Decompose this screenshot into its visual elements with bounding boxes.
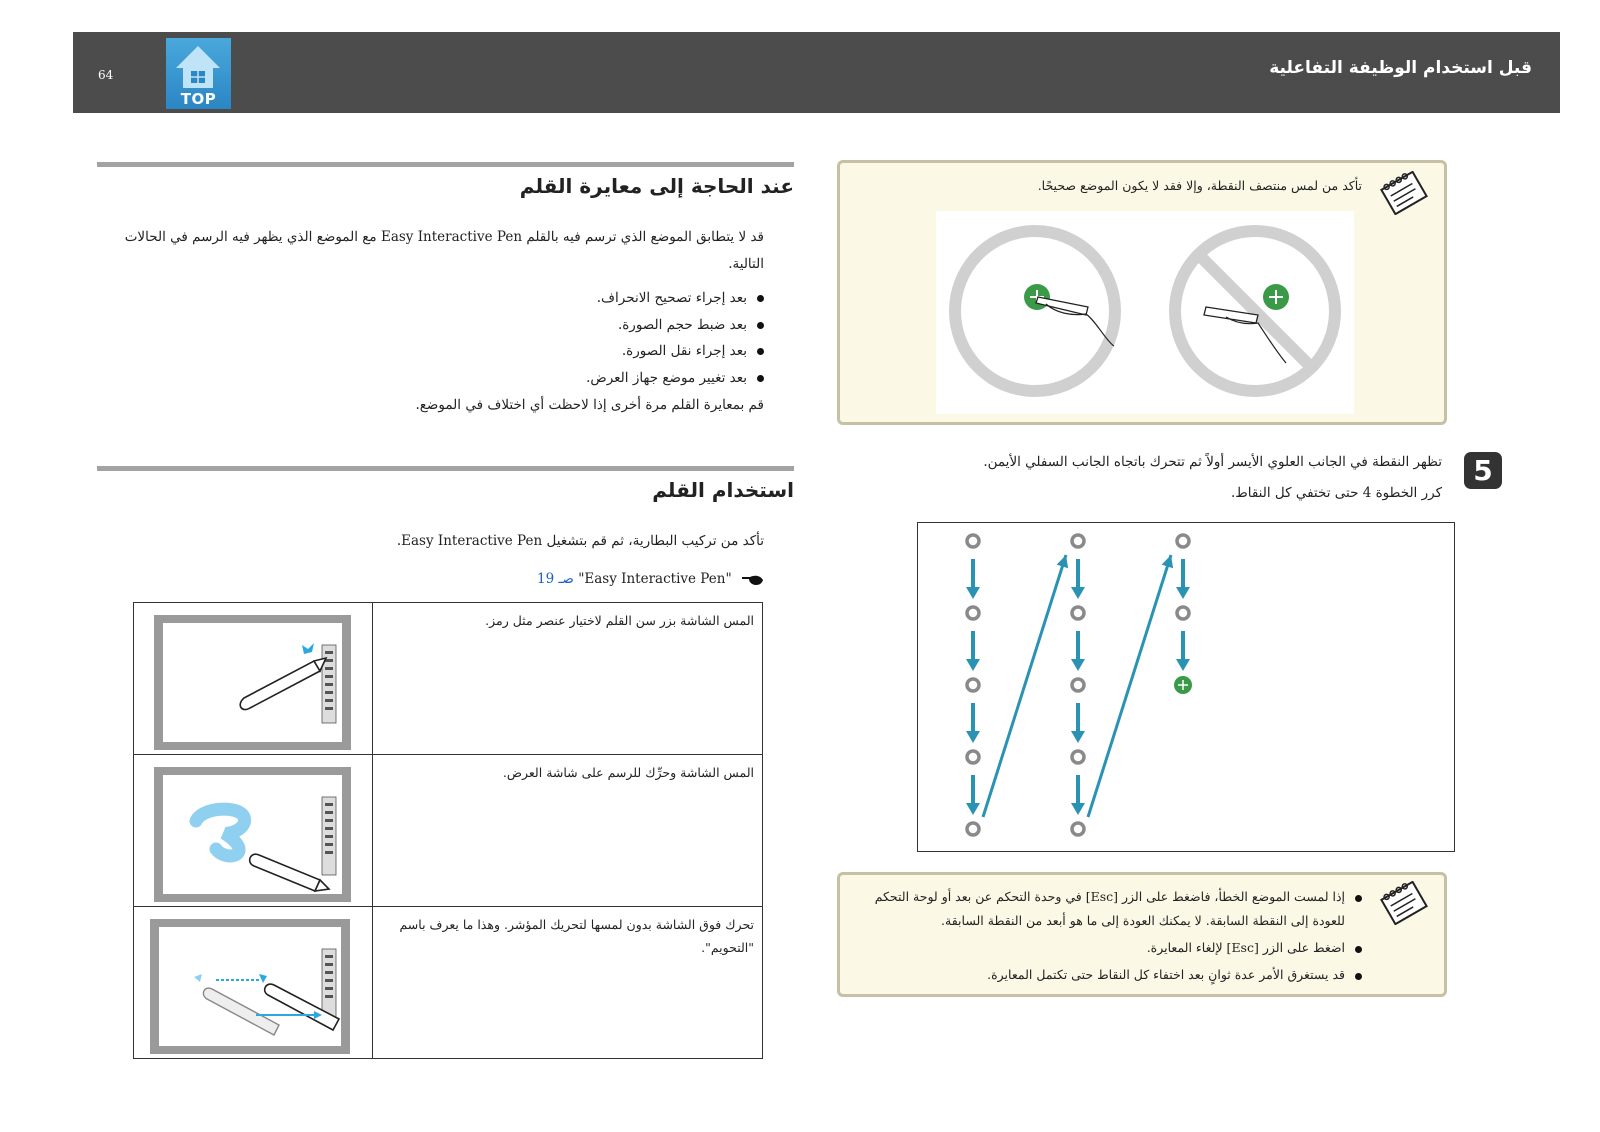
calibrate-intro [94, 224, 764, 278]
house-icon [166, 40, 231, 92]
arrow-down-icon [1176, 587, 1190, 599]
calibration-point [967, 679, 979, 691]
note-box-tip [837, 160, 1447, 425]
list-item: قد يستغرق الأمر عدة ثوانٍ بعد اختفاء كل النقاط حتى تكتمل المعايرة. [852, 963, 1362, 987]
section-rule [97, 162, 794, 167]
arrow-diagonal-icon [983, 555, 1066, 817]
calibration-point [967, 751, 979, 763]
arrow-down-icon [966, 659, 980, 671]
pen-hover-illustration [134, 907, 373, 1059]
calibration-point [1072, 535, 1084, 547]
step5-line1: تظهر النقطة في الجانب العلوي الأيسر أولاً ثم تتحرك باتجاه الجانب السفلي الأيمن. [983, 454, 1442, 470]
calibration-point [967, 535, 979, 547]
table-cell-text: المس الشاشة بزر سن القلم لاختيار عنصر مثل رمز. [485, 613, 754, 628]
table-row [134, 755, 762, 907]
calibration-points-diagram [917, 522, 1455, 852]
calibration-point [967, 607, 979, 619]
note-tip-text: تأكد من لمس منتصف النقطة، وإلا فقد لا يكون الموضع صحيحًا. [1037, 178, 1362, 193]
calibration-note-list [852, 885, 1362, 987]
section-title-use-pen: استخدام القلم [652, 478, 794, 502]
table-cell-text: تحرك فوق الشاشة بدون لمسها لتحريك المؤشر. وهذا ما يعرف باسم "التحويم". [399, 917, 754, 955]
reference-title: "Easy Interactive Pen" [578, 571, 732, 587]
arrow-diagonal-icon [1088, 555, 1171, 817]
page-reference-link[interactable]: صـ 19 [536, 571, 574, 587]
intro-line: التالية. [728, 256, 764, 272]
pointing-hand-icon [740, 573, 764, 587]
intro-line: قد لا يتطابق الموضع الذي ترسم فيه بالقلم Easy Interactive Pen مع الموضع الذي يظهر فيه الرسم في الحالات [124, 229, 764, 245]
arrow-down-icon [1071, 731, 1085, 743]
calibrate-closing: قم بمعايرة القلم مرة أخرى إذا لاحظت أي اختلاف في الموضع. [415, 397, 764, 413]
step-number-badge: 5 [1464, 452, 1502, 489]
calibration-point [1177, 607, 1189, 619]
calibration-point [1072, 823, 1084, 835]
list-item: اضغط على الزر [Esc] لإلغاء المعايرة. [852, 936, 1362, 960]
top-button[interactable] [166, 38, 231, 109]
notepad-icon [1376, 881, 1432, 925]
calibration-point [1072, 751, 1084, 763]
arrow-down-icon [1071, 587, 1085, 599]
arrow-down-icon [1071, 803, 1085, 815]
page-title: قبل استخدام الوظيفة التفاعلية [1269, 58, 1532, 78]
use-pen-intro: تأكد من تركيب البطارية، ثم قم بتشغيل Easy Interactive Pen. [396, 533, 764, 549]
table-cell-text: المس الشاشة وحرِّك للرسم على شاشة العرض. [502, 765, 754, 780]
top-label: TOP [180, 90, 217, 108]
touch-center-illustration [936, 211, 1354, 414]
arrow-down-icon [966, 587, 980, 599]
calibration-point [967, 823, 979, 835]
list-item: بعد إجراء نقل الصورة. [364, 338, 764, 365]
notepad-icon [1376, 171, 1432, 215]
arrow-down-icon [966, 803, 980, 815]
step5-line2: كرر الخطوة 4 حتى تختفي كل النقاط. [1230, 485, 1442, 501]
table-row [134, 907, 762, 1059]
page-number: 64 [98, 68, 114, 82]
table-row [134, 603, 762, 755]
list-item: بعد ضبط حجم الصورة. [364, 312, 764, 339]
pen-draw-illustration [134, 755, 373, 906]
reference-line [364, 566, 764, 593]
list-item: بعد إجراء تصحيح الانحراف. [364, 285, 764, 312]
arrow-down-icon [966, 731, 980, 743]
calibration-point [1072, 679, 1084, 691]
arrow-down-icon [1071, 659, 1085, 671]
section-title-calibrate: عند الحاجة إلى معايرة القلم [519, 174, 794, 198]
calibration-point [1177, 535, 1189, 547]
calibration-point [1072, 607, 1084, 619]
note-box-calibration [837, 872, 1447, 997]
list-item: إذا لمست الموضع الخطأ، فاضغط على الزر [Esc] في وحدة التحكم عن بعد أو لوحة التحكم للعودة إلى النقطة السابقة. لا يمكنك العودة إلى ما هو أبعد من النقطة السابقة. [852, 885, 1362, 933]
calibrate-bullet-list [364, 285, 764, 391]
list-item: بعد تغيير موضع جهاز العرض. [364, 365, 764, 392]
section-rule [97, 466, 794, 471]
arrow-down-icon [1176, 659, 1190, 671]
pen-usage-table [133, 602, 763, 1059]
pen-select-illustration [134, 603, 373, 754]
